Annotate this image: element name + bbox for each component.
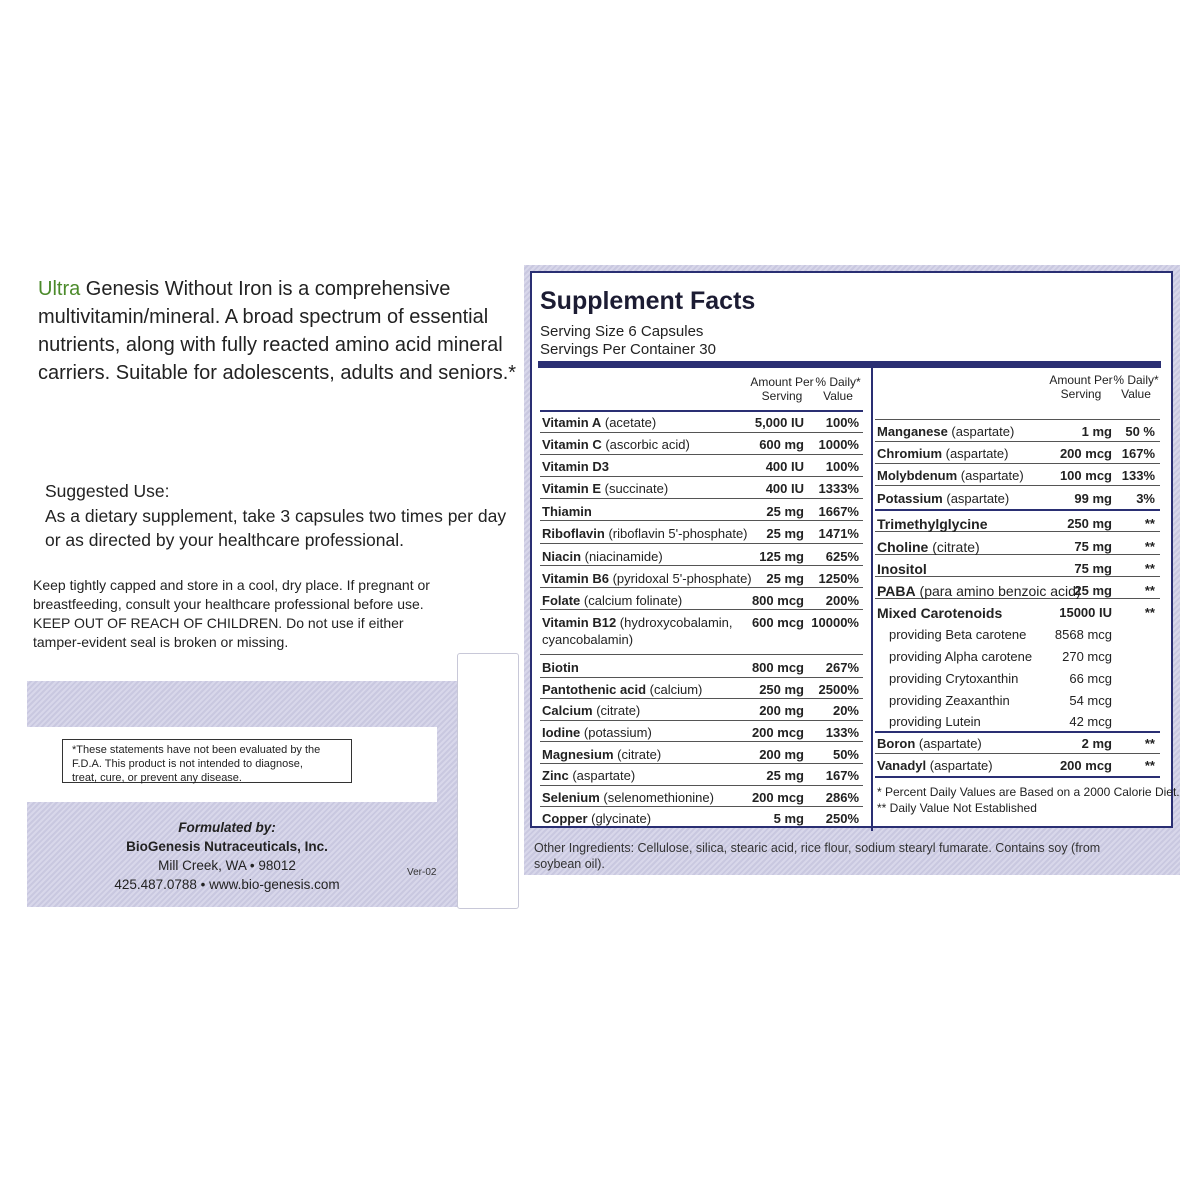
nutrient-amount: 42 mcg	[1069, 714, 1112, 729]
facts-header-bar	[538, 361, 1161, 368]
nutrient-name	[889, 627, 1026, 642]
nutrient-name	[542, 526, 748, 541]
nutrient-label: Choline	[877, 539, 929, 555]
serving-info	[540, 323, 716, 359]
row-separator	[540, 806, 863, 807]
nutrient-daily-value: **	[1144, 561, 1155, 576]
nutrient-label: Trimethylglycine	[877, 516, 988, 532]
nutrient-name	[877, 491, 1009, 506]
row-separator	[875, 753, 1160, 754]
disclaimer-line: *These statements have not been evaluated by the	[72, 744, 321, 756]
nutrient-name	[542, 481, 668, 496]
nutrient-label: PABA	[877, 583, 916, 599]
row-separator	[875, 776, 1160, 778]
nutrient-amount: 400 IU	[765, 481, 804, 496]
nutrient-name	[542, 615, 733, 630]
nutrient-amount: 250 mg	[1067, 516, 1112, 531]
row-separator	[540, 741, 863, 742]
nutrient-daily-value: 2500%	[818, 682, 859, 697]
brand-ultra: Ultra	[38, 278, 81, 300]
nutrient-label: Copper	[542, 811, 588, 826]
nutrient-daily-value: **	[1144, 736, 1155, 751]
footnote-not-established: ** Daily Value Not Established	[877, 801, 1037, 815]
nutrient-amount: 8568 mcg	[1054, 627, 1112, 642]
nutrient-daily-value: 100%	[825, 459, 859, 474]
manufacturer-info	[87, 818, 367, 894]
nutrient-name	[542, 682, 702, 697]
nutrient-daily-value: **	[1144, 539, 1155, 554]
nutrient-amount: 25 mg	[766, 768, 804, 783]
nutrient-amount: 2 mg	[1081, 736, 1112, 751]
nutrient-amount: 66 mcg	[1069, 671, 1112, 686]
company-name: BioGenesis Nutraceuticals, Inc.	[126, 839, 328, 854]
nutrient-amount: 25 mg	[766, 571, 804, 586]
header-line: Value	[823, 389, 853, 403]
nutrient-daily-value: 1250%	[818, 571, 859, 586]
nutrient-amount: 400 IU	[765, 459, 804, 474]
nutrient-name	[542, 768, 635, 783]
row-separator	[540, 454, 863, 455]
label-bottom-band	[27, 681, 515, 907]
nutrient-form: (para amino benzoic acid)	[915, 583, 1081, 599]
nutrient-daily-value: 1471%	[818, 526, 859, 541]
nutrient-amount: 25 mg	[766, 504, 804, 519]
nutrient-form: (aspartate)	[942, 446, 1009, 461]
nutrient-amount: 75 mg	[1074, 539, 1112, 554]
nutrient-label: Calcium	[542, 703, 593, 718]
left-label-panel	[27, 265, 515, 907]
nutrient-amount: 125 mg	[759, 549, 804, 564]
nutrient-amount: 200 mcg	[751, 790, 804, 805]
nutrient-form: (potassium)	[580, 725, 652, 740]
nutrient-name	[542, 593, 682, 608]
nutrient-daily-value: 267%	[825, 660, 859, 675]
formulated-by-label: Formulated by:	[178, 820, 276, 835]
nutrient-label: Iodine	[542, 725, 581, 740]
nutrient-form: providing Lutein	[889, 714, 981, 729]
nutrient-amount: 200 mcg	[1059, 758, 1112, 773]
company-address: Mill Creek, WA • 98012	[158, 858, 296, 873]
left-dv-header	[812, 375, 864, 403]
nutrient-amount: 1 mg	[1081, 424, 1112, 439]
header-line: % Daily*	[1113, 373, 1159, 387]
nutrient-daily-value: 3%	[1136, 491, 1155, 506]
nutrient-form: (aspartate)	[947, 424, 1015, 439]
nutrient-form: (acetate)	[601, 415, 657, 430]
nutrient-daily-value: 133%	[1121, 468, 1155, 483]
nutrient-label: Thiamin	[542, 504, 592, 519]
nutrient-amount: 250 mg	[759, 682, 804, 697]
nutrient-label: Magnesium	[542, 747, 614, 762]
nutrient-label: Folate	[542, 593, 581, 608]
nutrient-label: Vitamin B6	[542, 571, 609, 586]
nutrient-daily-value: 1333%	[818, 481, 859, 496]
nutrient-form: (citrate)	[613, 747, 662, 762]
nutrient-form: (hydroxycobalamin,	[616, 615, 733, 630]
nutrient-form: providing Alpha carotene	[889, 649, 1033, 664]
nutrient-label: Selenium	[542, 790, 600, 805]
row-separator	[875, 731, 1160, 733]
row-separator	[540, 565, 863, 566]
nutrient-name	[542, 790, 714, 805]
nutrient-name	[542, 571, 752, 586]
nutrient-form: (niacinamide)	[581, 549, 663, 564]
nutrient-name	[542, 747, 661, 762]
nutrient-label: Vitamin E	[542, 481, 602, 496]
nutrient-label: Pantothenic acid	[542, 682, 647, 697]
nutrient-daily-value: 1000%	[818, 437, 859, 452]
nutrient-daily-value: 50 %	[1125, 424, 1155, 439]
row-separator	[540, 520, 863, 521]
header-line: Serving	[1060, 387, 1102, 401]
nutrient-amount: 600 mg	[759, 437, 804, 452]
nutrient-form: (calcium)	[646, 682, 703, 697]
nutrient-label: Mixed Carotenoids	[877, 605, 1003, 621]
nutrient-form: (citrate)	[928, 539, 980, 555]
row-separator	[875, 463, 1160, 464]
nutrient-amount: 200 mcg	[751, 725, 804, 740]
nutrient-daily-value: 625%	[825, 549, 859, 564]
storage-line: Keep tightly capped and store in a cool, dry place. If pregnant or	[33, 577, 430, 593]
nutrient-name	[877, 446, 1008, 461]
supplement-facts-panel	[524, 265, 1180, 875]
nutrient-name	[542, 504, 592, 519]
product-description	[38, 275, 518, 387]
nutrient-amount: 800 mcg	[751, 593, 804, 608]
company-contact: 425.487.0788 • www.bio-genesis.com	[114, 877, 340, 892]
nutrient-label: Inositol	[877, 561, 927, 577]
nutrient-form: (calcium folinate)	[580, 593, 683, 608]
nutrient-amount: 5,000 IU	[754, 415, 804, 430]
nutrient-daily-value: 200%	[825, 593, 859, 608]
right-amount-header	[1046, 373, 1116, 401]
nutrient-label: Vitamin A	[542, 415, 602, 430]
row-separator	[540, 476, 863, 477]
nutrient-form-line2: cyancobalamin)	[542, 632, 634, 647]
header-line: % Daily*	[815, 375, 861, 389]
version-code: Ver-02	[407, 867, 437, 878]
nutrient-daily-value: **	[1144, 758, 1155, 773]
disclaimer-line: F.D.A. This product is not intended to diagnose,	[72, 758, 303, 770]
supplement-facts-box	[530, 271, 1180, 828]
nutrient-name	[877, 758, 993, 773]
row-separator	[875, 509, 1160, 511]
nutrient-label: Vanadyl	[877, 758, 927, 773]
nutrient-label: Chromium	[877, 446, 942, 461]
nutrient-label: Vitamin B12	[542, 615, 617, 630]
row-separator	[540, 654, 863, 655]
storage-warning	[33, 576, 453, 652]
nutrient-amount: 75 mg	[1074, 561, 1112, 576]
nutrient-amount: 99 mg	[1074, 491, 1112, 506]
nutrient-name	[877, 424, 1014, 439]
nutrient-label: Vitamin D3	[542, 459, 609, 474]
nutrient-name	[889, 714, 981, 729]
description-text: Without Iron is a comprehensive multivitamin/mineral. A broad spectrum of essential nutrients, along with fully reacted amino acid mineral carriers. Suitable for adolescents, adults and seniors.*	[38, 278, 517, 384]
row-separator	[540, 587, 863, 588]
nutrient-amount: 5 mg	[773, 811, 804, 826]
row-separator	[540, 720, 863, 721]
nutrient-daily-value: 10000%	[811, 615, 859, 630]
nutrient-form: (aspartate)	[942, 491, 1010, 506]
column-divider	[871, 368, 873, 831]
header-line: Serving	[761, 389, 803, 403]
nutrient-amount: 25 mg	[766, 526, 804, 541]
nutrient-form: (riboflavin 5'-phosphate)	[604, 526, 748, 541]
row-separator	[540, 677, 863, 678]
nutrient-label: Biotin	[542, 660, 579, 675]
row-separator	[875, 441, 1160, 442]
storage-line: KEEP OUT OF REACH OF CHILDREN. Do not use if either	[33, 615, 404, 631]
nutrient-label: Molybdenum	[877, 468, 958, 483]
nutrient-daily-value: 100%	[825, 415, 859, 430]
row-separator	[875, 419, 1160, 420]
nutrient-name	[542, 703, 640, 718]
row-separator	[875, 485, 1160, 486]
nutrient-form: (aspartate)	[957, 468, 1024, 483]
nutrient-label: Potassium	[877, 491, 943, 506]
serving-size: Serving Size 6 Capsules	[540, 323, 704, 340]
nutrient-form: (citrate)	[592, 703, 641, 718]
storage-line: tamper-evident seal is broken or missing.	[33, 634, 289, 650]
nutrient-form: (succinate)	[601, 481, 669, 496]
nutrient-form: (glycinate)	[587, 811, 652, 826]
nutrient-name	[877, 539, 980, 555]
header-line: Value	[1121, 387, 1151, 401]
nutrient-amount: 600 mcg	[751, 615, 804, 630]
label-seal-tab	[457, 653, 519, 909]
nutrient-daily-value: 286%	[825, 790, 859, 805]
nutrient-name	[542, 437, 690, 452]
row-separator	[540, 498, 863, 499]
row-separator	[540, 432, 863, 433]
nutrient-daily-value: 1667%	[818, 504, 859, 519]
nutrient-name	[877, 468, 1024, 483]
nutrient-label: Riboflavin	[542, 526, 605, 541]
right-dv-header	[1110, 373, 1162, 401]
suggested-use-text: As a dietary supplement, take 3 capsules two times per day or as directed by your healthcare professional.	[45, 506, 507, 550]
nutrient-amount: 54 mcg	[1069, 693, 1112, 708]
nutrient-daily-value: **	[1144, 516, 1155, 531]
nutrient-amount: 15000 IU	[1059, 605, 1112, 620]
nutrient-name	[889, 693, 1010, 708]
left-amount-header	[747, 375, 817, 403]
nutrient-form: (selenomethionine)	[599, 790, 714, 805]
nutrient-daily-value: 133%	[825, 725, 859, 740]
other-ingredients: Other Ingredients: Cellulose, silica, stearic acid, rice flour, sodium stearyl fumarate. Contains soy (from soybean oil).	[534, 841, 1101, 871]
header-line: Amount Per	[750, 375, 814, 389]
fda-disclaimer-box	[62, 739, 352, 783]
nutrient-amount: 25 mg	[1074, 583, 1112, 598]
nutrient-daily-value: 167%	[1121, 446, 1155, 461]
nutrient-name	[542, 811, 651, 826]
row-separator	[540, 763, 863, 764]
nutrient-daily-value: 20%	[832, 703, 859, 718]
nutrient-amount: 100 mcg	[1059, 468, 1112, 483]
nutrient-name	[877, 736, 982, 751]
row-separator	[540, 609, 863, 610]
nutrient-name	[877, 516, 987, 532]
nutrient-label: Zinc	[542, 768, 569, 783]
nutrient-daily-value: 250%	[825, 811, 859, 826]
servings-per-container: Servings Per Container 30	[540, 341, 716, 358]
nutrient-label: Vitamin C	[542, 437, 602, 452]
nutrient-form: (pyridoxal 5'-phosphate)	[608, 571, 752, 586]
disclaimer-line: treat, cure, or prevent any disease.	[72, 772, 242, 784]
nutrient-name	[542, 725, 652, 740]
nutrient-daily-value: **	[1144, 605, 1155, 620]
nutrient-form: (aspartate)	[926, 758, 993, 773]
footnote-daily-values: * Percent Daily Values are Based on a 2000 Calorie Diet.	[877, 785, 1180, 799]
row-separator	[540, 543, 863, 544]
nutrient-form: providing Crytoxanthin	[889, 671, 1019, 686]
storage-line: breastfeeding, consult your healthcare professional before use.	[33, 596, 424, 612]
header-line: Amount Per	[1049, 373, 1113, 387]
nutrient-form: (aspartate)	[915, 736, 982, 751]
row-separator	[540, 410, 863, 412]
nutrient-amount: 800 mcg	[751, 660, 804, 675]
nutrient-daily-value: **	[1144, 583, 1155, 598]
facts-title: Supplement Facts	[540, 287, 756, 315]
brand-genesis: Genesis	[85, 278, 160, 300]
nutrient-daily-value: 167%	[825, 768, 859, 783]
nutrient-name	[542, 415, 656, 430]
row-separator	[540, 698, 863, 699]
nutrient-form: (ascorbic acid)	[601, 437, 690, 452]
nutrient-form: (aspartate)	[568, 768, 636, 783]
nutrient-name	[542, 549, 663, 564]
nutrient-label: Niacin	[542, 549, 582, 564]
nutrient-name	[877, 605, 1002, 621]
nutrient-label: Manganese	[877, 424, 948, 439]
nutrient-label: Boron	[877, 736, 916, 751]
row-separator	[540, 785, 863, 786]
nutrient-amount: 270 mcg	[1062, 649, 1112, 664]
nutrient-name	[877, 561, 927, 577]
nutrient-form: providing Beta carotene	[889, 627, 1027, 642]
nutrient-name	[542, 660, 579, 675]
nutrient-amount: 200 mg	[759, 747, 804, 762]
nutrient-daily-value: 50%	[832, 747, 859, 762]
nutrient-amount: 200 mg	[759, 703, 804, 718]
nutrient-name	[889, 649, 1032, 664]
nutrient-name	[542, 459, 609, 474]
nutrient-amount: 200 mcg	[1059, 446, 1112, 461]
nutrient-name	[889, 671, 1018, 686]
nutrient-form: providing Zeaxanthin	[889, 693, 1010, 708]
suggested-use-heading: Suggested Use:	[45, 481, 170, 501]
